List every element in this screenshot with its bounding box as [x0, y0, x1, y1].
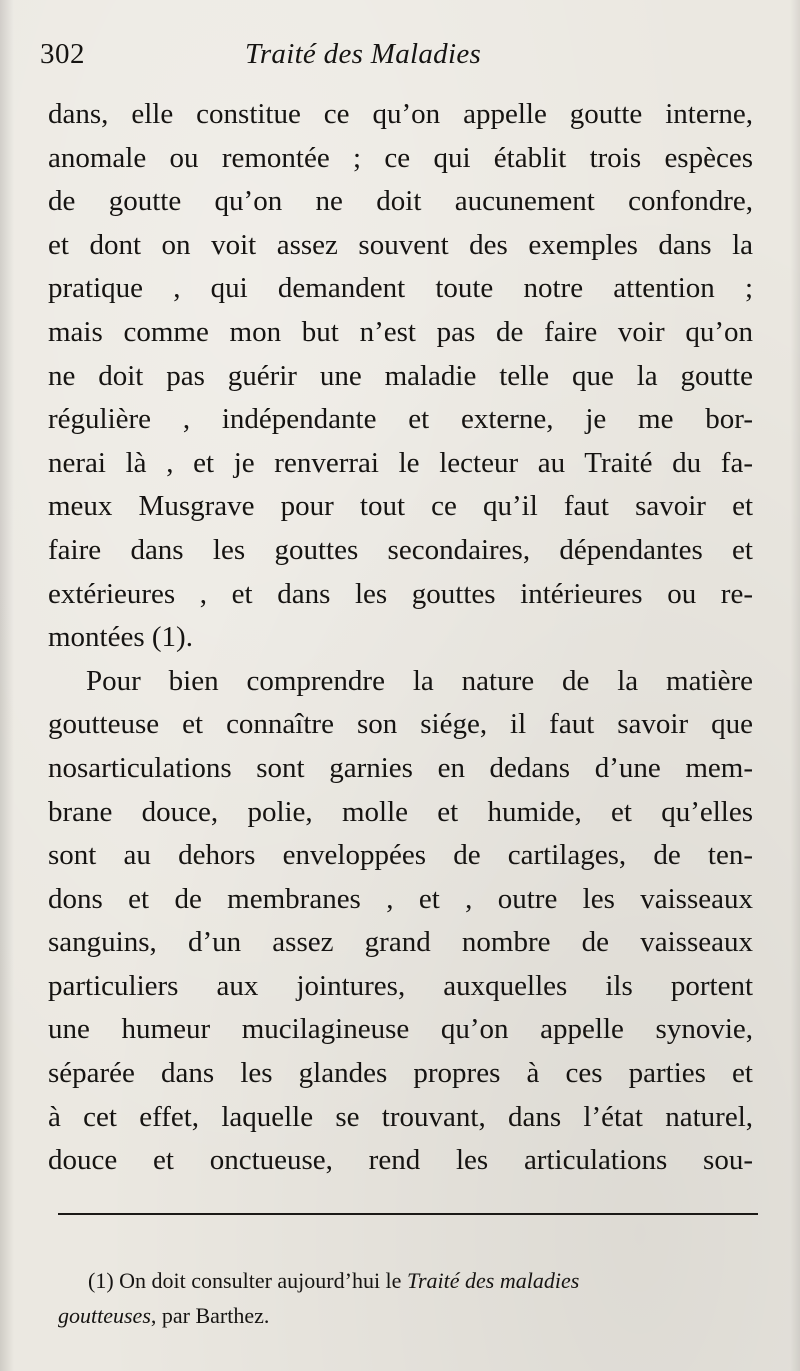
footnote-marker: (1): [88, 1268, 114, 1293]
text-line: faire dans les gouttes secondaires, dépendantes et: [48, 533, 753, 566]
text-line: montées (1).: [48, 621, 193, 654]
text-line: sont au dehors enveloppées de cartilages, de ten-: [48, 839, 753, 872]
text-line: pratique , qui demandent toute notre attention ;: [48, 272, 753, 305]
text-line: à cet effet, laquelle se trouvant, dans l’état naturel,: [48, 1100, 753, 1133]
text-line: dons et de membranes , et , outre les vaisseaux: [48, 882, 753, 915]
footnote: [58, 1263, 763, 1333]
text-line: anomale ou remontée ; ce qui établit trois espèces: [48, 141, 753, 174]
footnote-author: , par Barthez.: [150, 1303, 270, 1328]
text-line: meux Musgrave pour tout ce qu’il faut savoir et: [48, 490, 753, 523]
text-line: de goutte qu’on ne doit aucunement confondre,: [48, 185, 753, 218]
text-line: mais comme mon but n’est pas de faire voir qu’on: [48, 315, 753, 348]
text-line: sanguins, d’un assez grand nombre de vaisseaux: [48, 926, 753, 959]
text-line: dans, elle constitue ce qu’on appelle goutte interne,: [48, 98, 753, 130]
text-line: régulière , indépendante et externe, je me bor-: [48, 403, 753, 436]
text-line: séparée dans les glandes propres à ces parties et: [48, 1057, 753, 1090]
text-line: particuliers aux jointures, auxquelles ils portent: [48, 969, 753, 1002]
text-line: ne doit pas guérir une maladie telle que la goutte: [48, 359, 753, 392]
text-line: une humeur mucilagineuse qu’on appelle synovie,: [48, 1013, 753, 1046]
text-line: nerai là , et je renverrai le lecteur au Traité du fa-: [48, 446, 753, 479]
footnote-divider: [58, 1213, 758, 1215]
footnote-cited-title-continued: goutteuses: [58, 1303, 151, 1328]
text-line: extérieures , et dans les gouttes intérieures ou re-: [48, 577, 753, 610]
text-line: Pour bien comprendre la nature de la matière: [86, 664, 753, 697]
running-head: [40, 38, 760, 82]
text-line: brane douce, polie, molle et humide, et qu’elles: [48, 795, 753, 828]
page-number: 302: [40, 38, 85, 70]
footnote-cited-title: Traité des maladies: [406, 1268, 580, 1293]
text-line: et dont on voit assez souvent des exemples dans la: [48, 228, 753, 261]
footnote-line: [58, 1298, 763, 1333]
text-line: nosarticulations sont garnies en dedans d’une mem-: [48, 751, 753, 784]
text-line: goutteuse et connaître son siége, il faut savoir que: [48, 708, 753, 741]
body-text: [48, 93, 753, 1183]
text-line: douce et onctueuse, rend les articulations sou-: [48, 1144, 753, 1177]
footnote-text: On doit consulter aujourd’hui le: [113, 1268, 407, 1293]
footnote-line: [58, 1263, 763, 1298]
running-title: Traité des Maladies: [245, 38, 482, 70]
